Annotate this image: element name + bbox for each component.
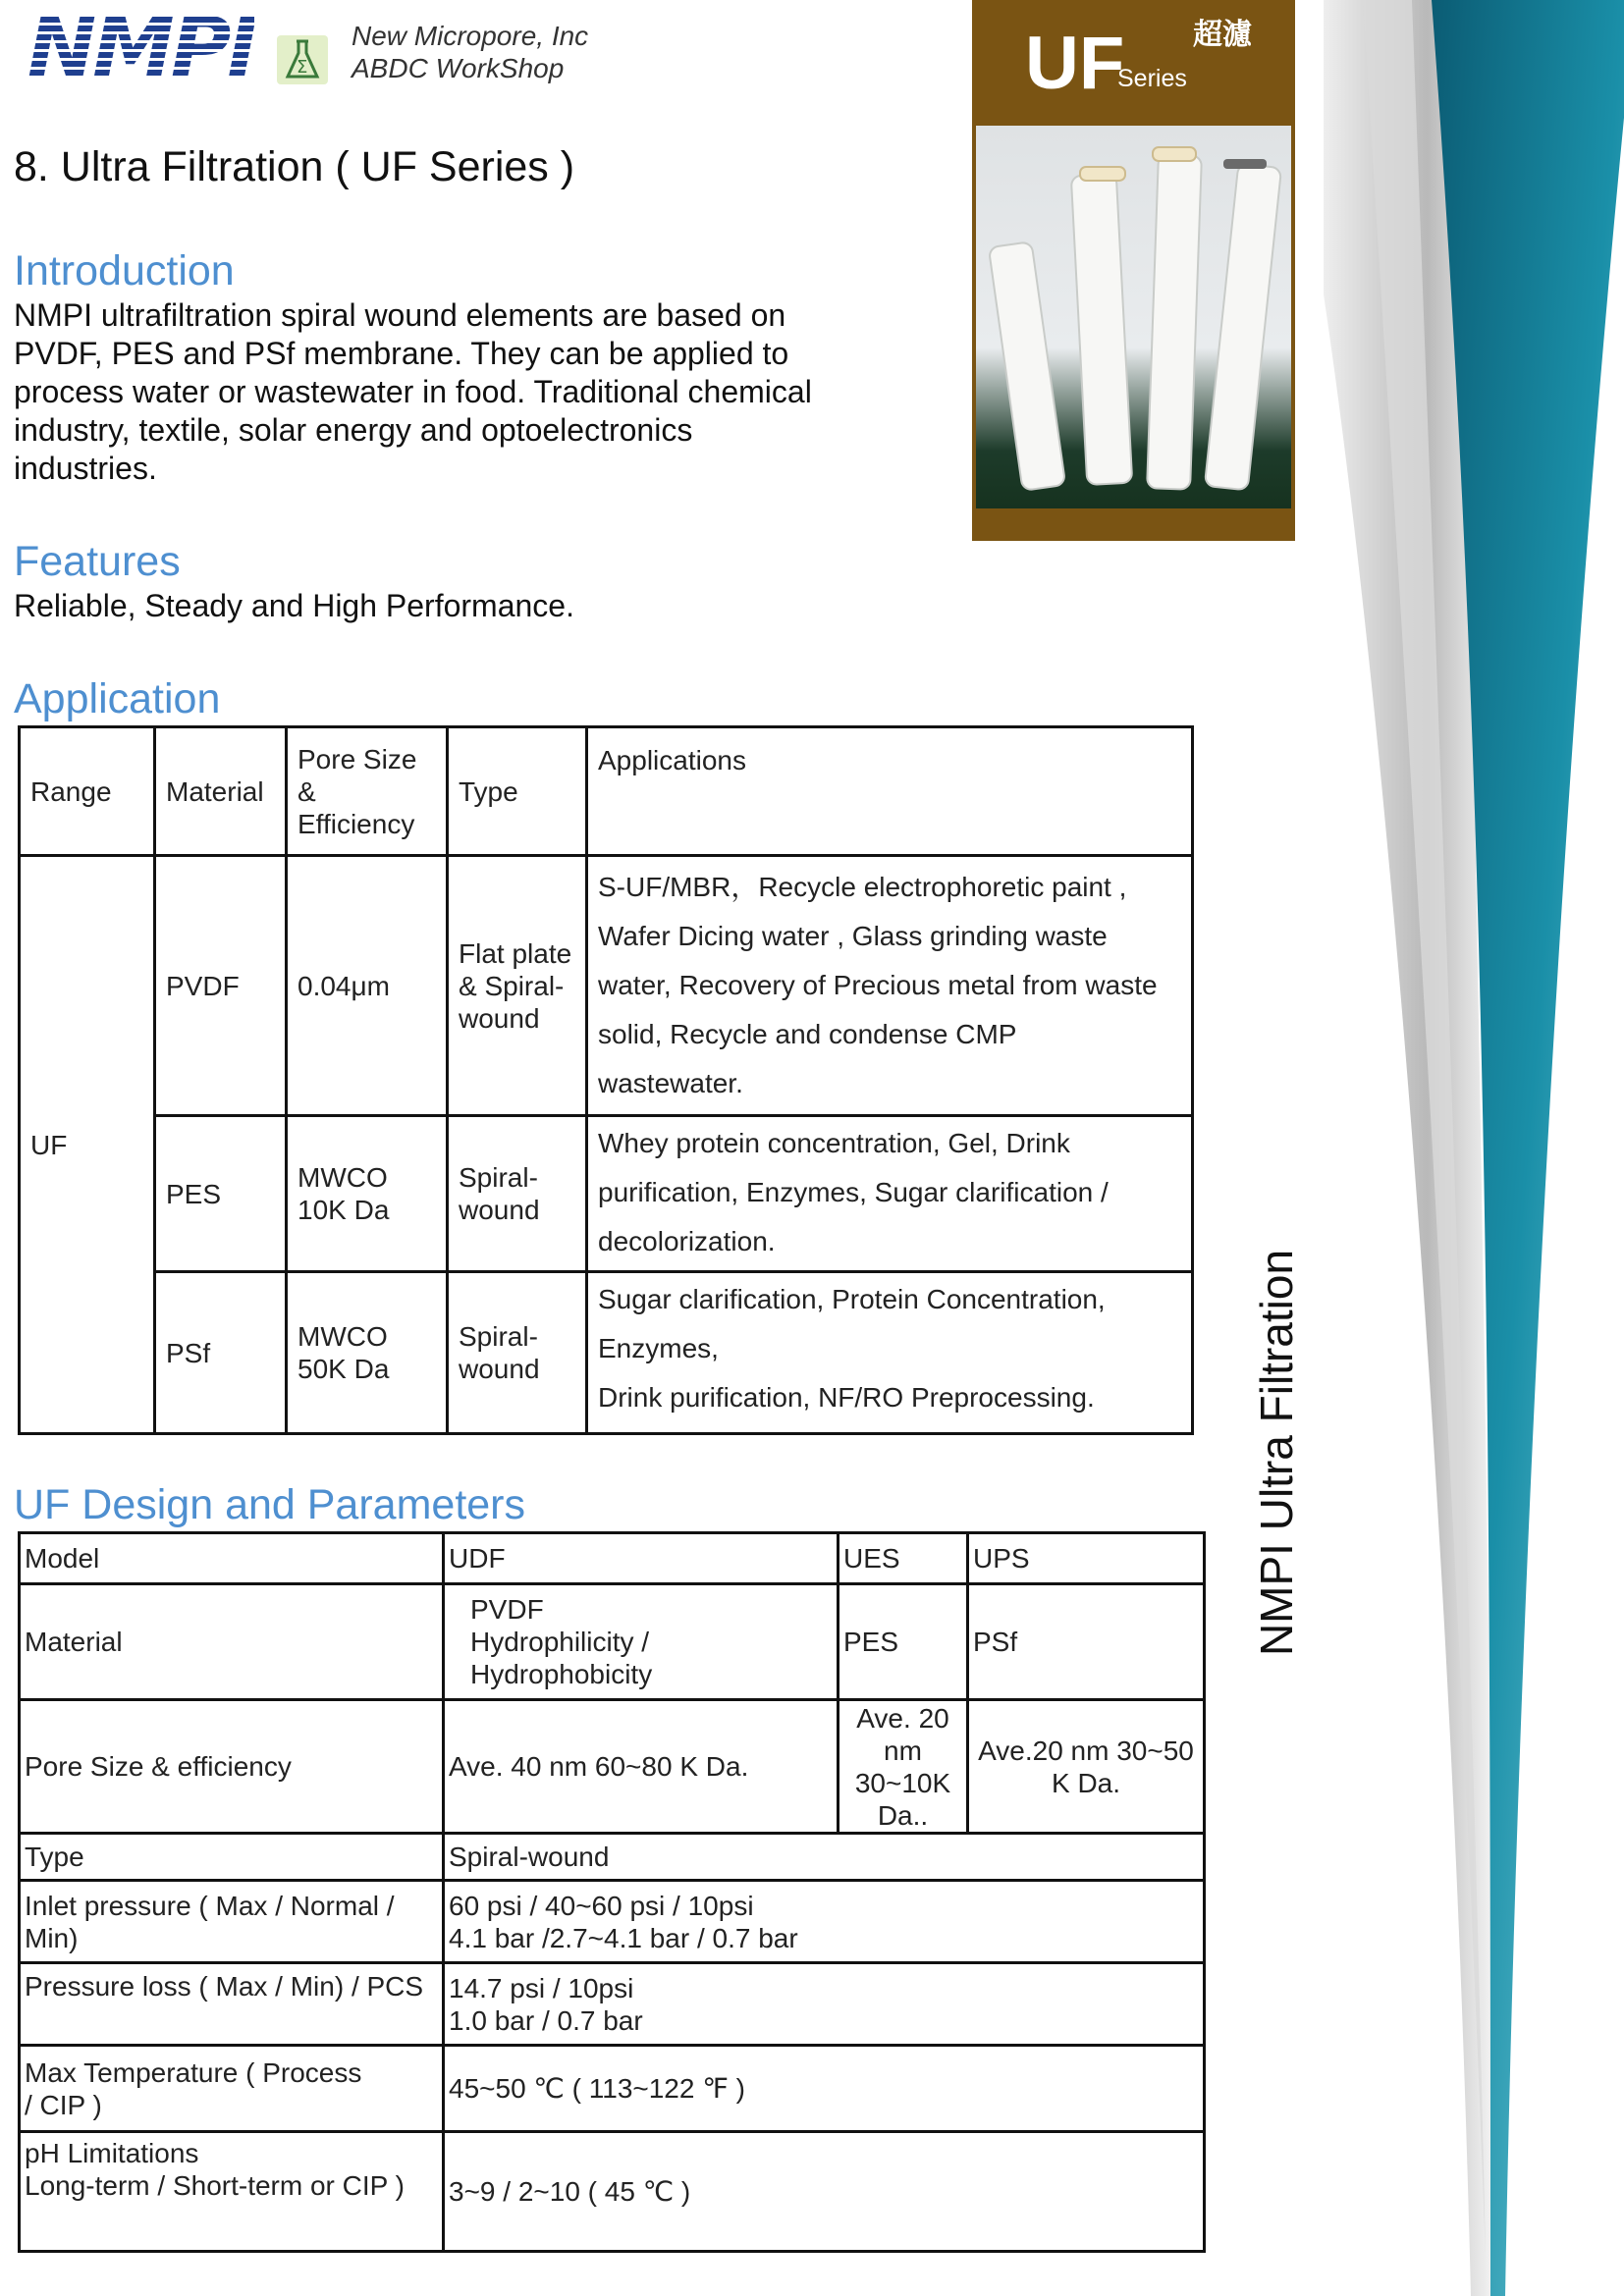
table-row: [20, 1963, 1205, 2046]
table-row: [20, 2046, 1205, 2132]
applications-line: solid, Recycle and condense CMP: [598, 1019, 1017, 1049]
inlet-label-line: Min): [25, 1922, 79, 1953]
company-name: [352, 20, 588, 84]
table-row: [20, 1116, 1193, 1272]
model-label: Model: [20, 1533, 444, 1584]
introduction-paragraph: [14, 296, 897, 488]
table-row: [20, 2132, 1205, 2252]
intro-line: industries.: [14, 451, 157, 486]
model-ups: UPS: [968, 1533, 1205, 1584]
col-header-range: Range: [20, 727, 155, 856]
material-udf-line: Hydrophobicity: [470, 1659, 653, 1689]
pore-cell: MWCO 50K Da: [287, 1272, 448, 1434]
side-vertical-title: [1251, 1227, 1302, 1679]
ph-value: 3~9 / 2~10 ( 45 ℃ ): [444, 2132, 1205, 2252]
inlet-value-line: 4.1 bar /2.7~4.1 bar / 0.7 bar: [449, 1922, 798, 1953]
temperature-label: [20, 2046, 444, 2132]
company-line-1: New Micropore, Inc: [352, 21, 589, 51]
design-parameters-table: [18, 1531, 1206, 2253]
decorative-swoosh: [1324, 0, 1624, 2296]
inlet-value-line: 60 psi / 40~60 psi / 10psi: [449, 1890, 754, 1921]
table-header-row: [20, 727, 1193, 856]
model-udf: UDF: [444, 1533, 839, 1584]
flask-icon: [277, 35, 328, 84]
temperature-label-line: Max Temperature ( Process: [25, 2056, 362, 2088]
table-row: [20, 1272, 1193, 1434]
nmpi-logo-mark: NMPI: [27, 0, 254, 95]
applications-line: decolorization.: [598, 1226, 776, 1256]
side-title-text: NMPI Ultra Filtration: [1251, 1249, 1302, 1657]
temperature-label-line: / CIP ): [25, 2089, 102, 2120]
design-heading: UF Design and Parameters: [14, 1481, 525, 1528]
inlet-label: [20, 1881, 444, 1963]
applications-line: Sugar clarification, Protein Concentration,: [598, 1284, 1106, 1314]
col-header-pore: Pore Size & Efficiency: [287, 727, 448, 856]
applications-line: Whey protein concentration, Gel, Drink: [598, 1128, 1070, 1158]
pore-label: Pore Size & efficiency: [20, 1700, 444, 1834]
col-header-material: Material: [155, 727, 287, 856]
applications-line: S-UF/MBR，Recycle electrophoretic paint ,: [598, 872, 1127, 902]
pore-ues: [839, 1700, 968, 1834]
material-udf-line: PVDF: [470, 1594, 544, 1625]
range-cell: UF: [20, 856, 155, 1434]
material-ups: PSf: [968, 1584, 1205, 1700]
company-line-2: ABDC WorkShop: [352, 53, 565, 83]
pore-ues-line: Ave. 20: [856, 1702, 949, 1734]
intro-line: process water or wastewater in food. Traditional chemical: [14, 374, 812, 409]
pore-ues-line: nm: [884, 1735, 922, 1766]
temperature-value: 45~50 ℃ ( 113~122 ℉ ): [444, 2046, 1205, 2132]
badge-chinese-label: 超濾: [1193, 19, 1252, 51]
model-ues: UES: [839, 1533, 968, 1584]
ph-label: [20, 2132, 444, 2252]
table-row: [20, 1700, 1205, 1834]
material-cell: PES: [155, 1116, 287, 1272]
intro-line: industry, textile, solar energy and optoelectronics: [14, 412, 693, 448]
pore-cell: MWCO 10K Da: [287, 1116, 448, 1272]
applications-cell: [587, 1116, 1193, 1272]
pore-ups-line: Ave.20 nm 30~50: [978, 1735, 1194, 1766]
table-row: [20, 1881, 1205, 1963]
applications-line: Drink purification, NF/RO Preprocessing.: [598, 1382, 1095, 1413]
applications-line: purification, Enzymes, Sugar clarification /: [598, 1177, 1109, 1207]
application-heading: Application: [14, 675, 221, 722]
ph-label-line: pH Limitations: [25, 2138, 199, 2168]
table-row: [20, 1533, 1205, 1584]
features-text: Reliable, Steady and High Performance.: [14, 588, 574, 623]
material-cell: PSf: [155, 1272, 287, 1434]
material-ues: PES: [839, 1584, 968, 1700]
material-udf: [444, 1584, 839, 1700]
inlet-label-line: Inlet pressure ( Max / Normal /: [25, 1890, 395, 1921]
type-cell: Spiral-wound: [448, 1116, 587, 1272]
applications-line: Enzymes,: [598, 1333, 719, 1363]
applications-line: Wafer Dicing water , Glass grinding waste: [598, 921, 1108, 951]
material-udf-line: Hydrophilicity /: [470, 1627, 650, 1657]
pressure-loss-label: Pressure loss ( Max / Min) / PCS: [20, 1963, 444, 2046]
type-cell: Spiral-wound: [448, 1272, 587, 1434]
pressure-loss-line: 1.0 bar / 0.7 bar: [449, 2004, 643, 2036]
badge-title: UF: [1025, 22, 1125, 105]
pressure-loss-line: 14.7 psi / 10psi: [449, 1972, 634, 2003]
pore-ues-line: Da..: [877, 1799, 929, 1831]
svg-text:Σ: Σ: [297, 57, 308, 78]
type-cell: Flat plate & Spiral-wound: [448, 856, 587, 1116]
features-heading: Features: [14, 538, 181, 585]
uf-membrane-photo: [976, 126, 1291, 508]
ph-label-line: Long-term / Short-term or CIP ): [25, 2170, 405, 2201]
applications-line: water, Recovery of Precious metal from waste: [598, 970, 1158, 1000]
badge-subtitle: Series: [1117, 65, 1187, 92]
applications-cell: [587, 1272, 1193, 1434]
type-value: Spiral-wound: [444, 1834, 1205, 1881]
pore-ues-line: 30~10K: [854, 1767, 951, 1798]
uf-series-badge: [972, 0, 1295, 541]
intro-line: PVDF, PES and PSf membrane. They can be applied to: [14, 336, 789, 371]
col-header-type: Type: [448, 727, 587, 856]
applications-cell: [587, 856, 1193, 1116]
table-row: [20, 1834, 1205, 1881]
company-logo: [27, 0, 617, 95]
pressure-loss-value: [444, 1963, 1205, 2046]
table-row: [20, 856, 1193, 1116]
page-title: 8. Ultra Filtration ( UF Series ): [14, 143, 575, 190]
pore-udf: Ave. 40 nm 60~80 K Da.: [444, 1700, 839, 1834]
introduction-heading: Introduction: [14, 247, 235, 294]
type-label: Type: [20, 1834, 444, 1881]
applications-line: wastewater.: [598, 1068, 743, 1098]
inlet-value: [444, 1881, 1205, 1963]
application-table: [18, 725, 1194, 1435]
pore-ups-line: K Da.: [1051, 1767, 1121, 1798]
col-header-applications: Applications: [587, 727, 1193, 856]
intro-line: NMPI ultrafiltration spiral wound elements are based on: [14, 297, 786, 333]
table-row: [20, 1584, 1205, 1700]
pore-cell: 0.04μm: [287, 856, 448, 1116]
material-label: Material: [20, 1584, 444, 1700]
pore-ups: [968, 1700, 1205, 1834]
material-cell: PVDF: [155, 856, 287, 1116]
